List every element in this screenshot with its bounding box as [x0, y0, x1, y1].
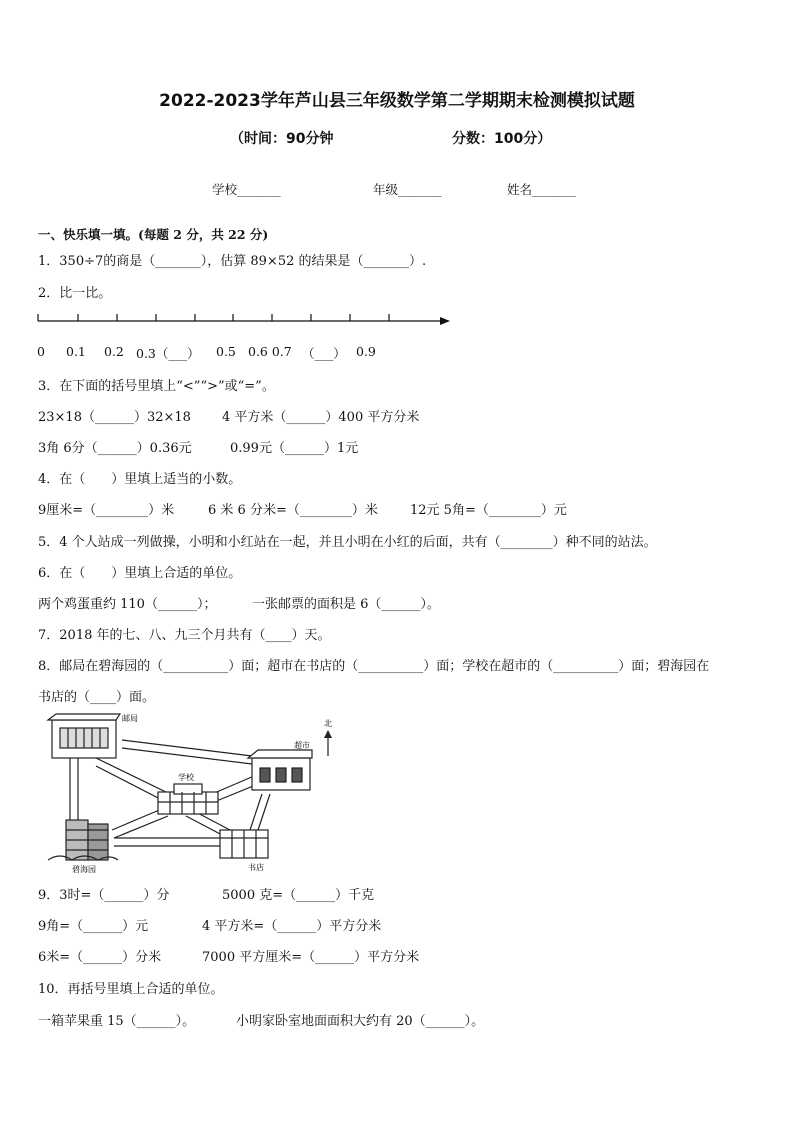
question-10: 10．再括号里填上合适的单位。	[38, 982, 224, 997]
north-label: 北	[324, 719, 332, 728]
question-3b: 4 平方米（______）400 平方分米	[222, 410, 420, 425]
question-3a: 23×18（______）32×18	[38, 410, 191, 425]
question-7: 7．2018 年的七、八、九三个月共有（____）天。	[38, 628, 331, 643]
supermarket-label: 超市	[294, 741, 310, 750]
exam-time: （时间：90分钟	[230, 131, 334, 147]
question-2: 2．比一比。	[38, 286, 112, 301]
numberline-label: 0.1	[66, 344, 86, 359]
grade-field: 年级_______	[373, 182, 442, 197]
question-3c: 3角 6分（______）0.36元	[38, 441, 192, 456]
question-4b: 6 米 6 分米=（________）米	[208, 503, 378, 518]
number-line	[30, 310, 460, 332]
numberline-label: （___）	[302, 346, 346, 361]
question-9e: 6米=（______）分米	[38, 950, 162, 965]
question-4c: 12元 5角=（________）元	[410, 503, 567, 518]
post-office-label: 邮局	[122, 714, 138, 723]
question-3d: 0.99元（______）1元	[230, 441, 359, 456]
question-4: 4．在（ ）里填上适当的小数。	[38, 472, 242, 487]
question-3: 3．在下面的括号里填上“<”“>”或“=”。	[38, 379, 275, 394]
numberline-label: 0.6 0.7	[248, 344, 292, 359]
question-1: 1．350÷7的商是（_______），估算 89×52 的结果是（_______）.	[38, 254, 427, 269]
question-4a: 9厘米=（________）米	[38, 503, 175, 518]
question-9d: 4 平方米=（______）平方分米	[202, 919, 382, 934]
question-6a: 两个鸡蛋重约 110（______）；	[38, 597, 217, 612]
question-9c: 9角=（______）元	[38, 919, 149, 934]
school-field: 学校_______	[212, 182, 281, 197]
question-9f: 7000 平方厘米=（______）平方分米	[202, 950, 420, 965]
exam-score: 分数：100分）	[452, 131, 552, 147]
numberline-label: 0.5	[216, 344, 236, 359]
garden-label: 碧海园	[72, 865, 96, 874]
question-6: 6．在（ ）里填上合适的单位。	[38, 566, 242, 581]
section-heading: 一、快乐填一填。(每题 2 分，共 22 分)	[38, 227, 269, 242]
location-map	[40, 712, 340, 874]
question-9a: 9．3时=（______）分	[38, 888, 170, 903]
question-9b: 5000 克=（______）千克	[222, 888, 375, 903]
page-title: 2022-2023学年芦山县三年级数学第二学期期末检测模拟试题	[159, 91, 635, 111]
question-5: 5．4 个人站成一列做操，小明和小红站在一起，并且小明在小红的后面，共有（________）种不同的站法。	[38, 535, 657, 550]
school-label: 学校	[178, 773, 194, 782]
question-10a: 一箱苹果重 15（______）。	[38, 1014, 196, 1029]
question-6b: 一张邮票的面积是 6（______）。	[252, 597, 440, 612]
numberline-label: 0.3（___）	[136, 346, 200, 361]
numberline-label: 0	[37, 344, 45, 359]
question-8-line2: 书店的（____）面。	[38, 690, 156, 705]
numberline-label: 0.9	[356, 344, 376, 359]
question-10b: 小明家卧室地面面积大约有 20（______）。	[236, 1014, 485, 1029]
bookstore-label: 书店	[248, 863, 264, 872]
question-8-line1: 8．邮局在碧海园的（__________）面；超市在书店的（__________）面；学校在超市的（__________）面；碧海园在	[38, 659, 710, 674]
numberline-label: 0.2	[104, 344, 124, 359]
name-field: 姓名_______	[507, 182, 576, 197]
